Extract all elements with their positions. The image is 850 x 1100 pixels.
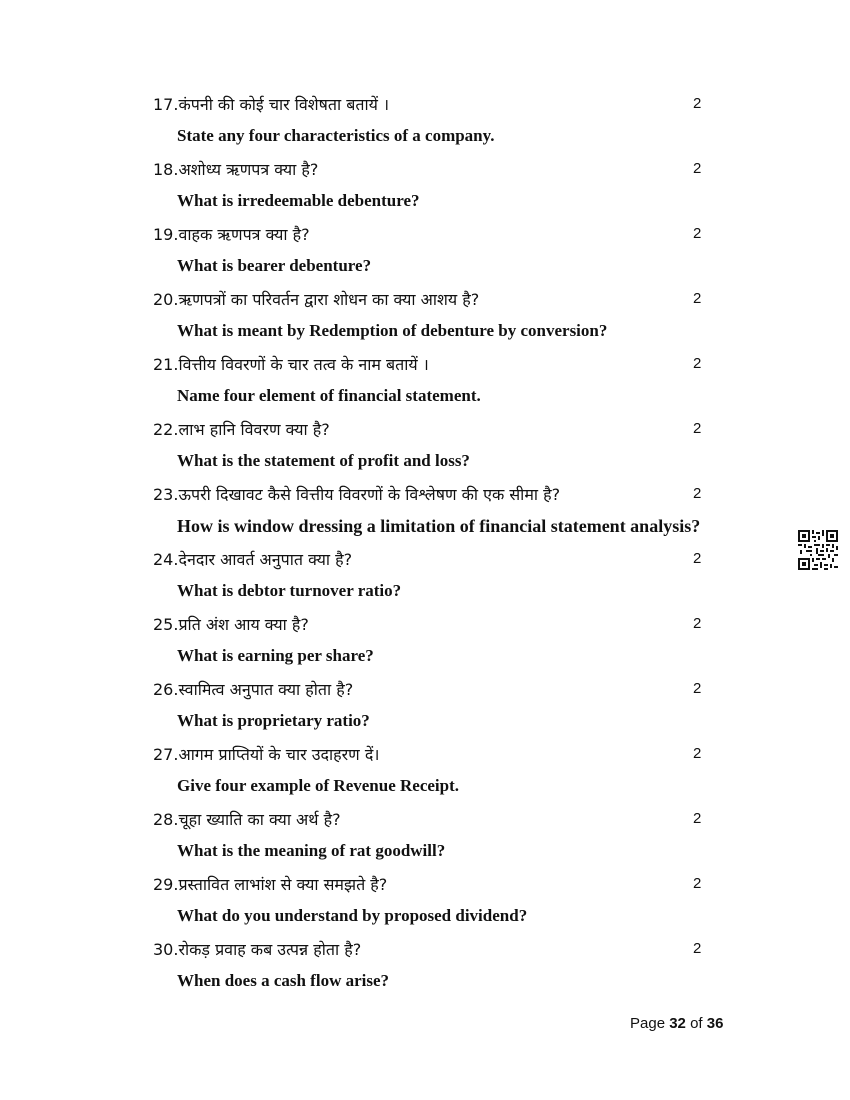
- question-item: [0, 485, 850, 560]
- question-item: [0, 95, 850, 170]
- question-hindi: 20.ऋणपत्रों का परिवर्तन द्वारा शोधन का क्या आशय है?: [153, 290, 480, 309]
- question-english: What is meant by Redemption of debenture by conversion?: [177, 321, 608, 340]
- question-hindi: 17.कंपनी की कोई चार विशेषता बतायें ।: [153, 95, 390, 114]
- footer-total-pages: 36: [706, 1015, 724, 1032]
- question-english: What is earning per share?: [177, 646, 374, 665]
- question-item: [0, 680, 850, 755]
- question-marks: 2: [693, 290, 702, 307]
- question-item: [0, 355, 850, 430]
- question-hindi: 28.चूहा ख्याति का क्या अर्थ है?: [153, 810, 341, 829]
- question-hindi: 22.लाभ हानि विवरण क्या है?: [153, 420, 330, 439]
- qr-code-icon: [798, 530, 838, 570]
- question-hindi: 18.अशोध्य ऋणपत्र क्या है?: [153, 160, 319, 179]
- question-item: [0, 160, 850, 235]
- question-hindi: 30.रोकड़ प्रवाह कब उत्पन्न होता है?: [153, 940, 362, 959]
- question-english: How is window dressing a limitation of financial statement analysis?: [177, 516, 701, 536]
- question-english: State any four characteristics of a company.: [177, 126, 495, 145]
- footer-page-label: Page: [630, 1015, 666, 1032]
- question-marks: 2: [693, 940, 702, 957]
- footer-of-label: of: [690, 1015, 703, 1032]
- question-english: What is irredeemable debenture?: [177, 191, 420, 210]
- question-english: What is debtor turnover ratio?: [177, 581, 402, 600]
- question-hindi: 29.प्रस्तावित लाभांश से क्या समझते है?: [153, 875, 388, 894]
- question-marks: 2: [693, 680, 702, 697]
- question-item: [0, 940, 850, 1015]
- question-hindi: 24.देनदार आवर्त अनुपात क्या है?: [153, 550, 353, 569]
- question-marks: 2: [693, 355, 702, 372]
- question-hindi: 23.ऊपरी दिखावट कैसे वित्तीय विवरणों के विश्लेषण की एक सीमा है?: [153, 485, 561, 504]
- page-footer: [630, 1015, 723, 1032]
- question-hindi: 27.आगम प्राप्तियों के चार उदाहरण दें।: [153, 745, 380, 764]
- question-hindi: 19.वाहक ऋणपत्र क्या है?: [153, 225, 310, 244]
- question-item: [0, 615, 850, 690]
- question-marks: 2: [693, 550, 702, 567]
- question-marks: 2: [693, 225, 702, 242]
- question-marks: 2: [693, 745, 702, 762]
- question-english: Give four example of Revenue Receipt.: [177, 776, 460, 795]
- question-item: [0, 810, 850, 885]
- question-english: What is bearer debenture?: [177, 256, 372, 275]
- question-hindi: 26.स्वामित्व अनुपात क्या होता है?: [153, 680, 354, 699]
- question-marks: 2: [693, 485, 702, 502]
- question-english: What do you understand by proposed dividend?: [177, 906, 528, 925]
- question-hindi: 21.वित्तीय विवरणों के चार तत्व के नाम बतायें ।: [153, 355, 429, 374]
- question-marks: 2: [693, 420, 702, 437]
- question-marks: 2: [693, 95, 702, 112]
- question-hindi: 25.प्रति अंश आय क्या है?: [153, 615, 309, 634]
- question-item: [0, 745, 850, 820]
- question-marks: 2: [693, 615, 702, 632]
- question-item: [0, 550, 850, 625]
- question-english: What is the statement of profit and loss?: [177, 451, 470, 470]
- question-english: What is the meaning of rat goodwill?: [177, 841, 446, 860]
- question-item: [0, 875, 850, 950]
- question-english: What is proprietary ratio?: [177, 711, 370, 730]
- footer-current-page: 32: [669, 1015, 686, 1032]
- question-marks: 2: [693, 160, 702, 177]
- question-english: Name four element of financial statement.: [177, 386, 481, 405]
- question-english: When does a cash flow arise?: [177, 971, 390, 990]
- question-marks: 2: [693, 875, 702, 892]
- question-marks: 2: [693, 810, 702, 827]
